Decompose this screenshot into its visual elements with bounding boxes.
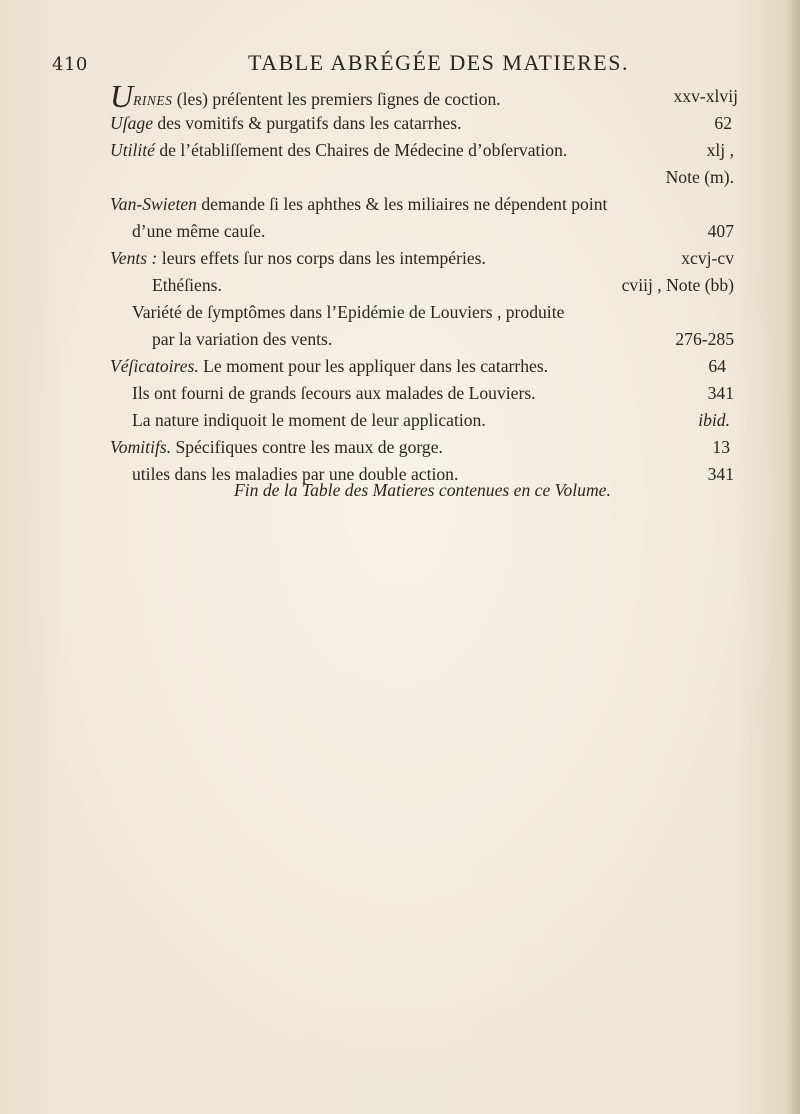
entry-reference: 62	[714, 113, 732, 133]
entry-text: d’une même cauſe.	[132, 221, 266, 241]
index-subentry-etesiens	[152, 273, 734, 297]
entry-keyword: Utilité	[110, 140, 155, 160]
entry-reference: Note (m).	[665, 167, 734, 187]
index-subentry-secours	[132, 381, 734, 405]
entry-text: Variété de ſymptômes dans l’Epidémie de Louviers , produite	[132, 302, 565, 322]
entry-keyword: Vents :	[110, 248, 158, 268]
entry-keyword: Véſicatoires.	[110, 356, 199, 376]
colophon: Fin de la Table des Matieres contenues en ce Volume.	[234, 480, 611, 500]
entry-keyword: Uſage	[110, 113, 153, 133]
index-entry-vomitifs	[110, 435, 730, 459]
index-entry-utilite	[110, 138, 734, 162]
index-entry-vesicatoires	[110, 354, 726, 378]
page-edge-shadow	[786, 0, 800, 1114]
index-entry-vents	[110, 246, 734, 270]
index-entry-continuation	[152, 327, 734, 351]
entry-text: (les) préſentent les premiers ſignes de coction.	[172, 89, 501, 109]
entry-reference: 64	[708, 356, 726, 376]
entry-reference: 407	[707, 221, 734, 241]
entry-reference: xlj ,	[706, 140, 734, 160]
entry-reference: ibid.	[698, 410, 730, 430]
entry-text: de l’établiſſement des Chaires de Médecine d’obſervation.	[154, 140, 568, 160]
entry-text: Spécifiques contre les maux de gorge.	[171, 437, 443, 457]
entry-text: par la variation des vents.	[152, 329, 333, 349]
entry-reference: 341	[707, 464, 734, 484]
entry-keyword: Van-Swieten	[110, 194, 197, 214]
index-entry-note-m	[110, 165, 734, 189]
entry-text: Ethéſiens.	[152, 275, 222, 295]
index-subentry-variete	[132, 300, 734, 324]
index-entry-continuation	[132, 219, 734, 243]
entry-reference: xxv-xlvij	[673, 86, 738, 106]
running-title: TABLE ABRÉGÉE DES MATIERES.	[248, 50, 629, 75]
entry-text: La nature indiquoit le moment de leur application.	[132, 410, 486, 430]
entry-keyword: RINES	[133, 93, 173, 108]
page-number: 410	[52, 54, 88, 75]
entry-keyword: Vomitifs.	[110, 437, 172, 457]
entry-text: leurs effets ſur nos corps dans les intempéries.	[157, 248, 486, 268]
entry-text: des vomitifs & purgatifs dans les catarrhes.	[153, 113, 462, 133]
index-entry-urines	[110, 78, 738, 114]
index-subentry-nature	[132, 408, 730, 432]
entry-reference: cviij , Note (bb)	[621, 275, 734, 295]
entry-reference: xcvj-cv	[681, 248, 734, 268]
drop-initial: U	[110, 78, 134, 114]
index-entry-van-swieten	[110, 192, 734, 216]
entry-reference: 13	[712, 437, 730, 457]
entry-text: demande ſi les aphthes & les miliaires ne dépendent point	[196, 194, 608, 214]
entry-reference: 341	[707, 383, 734, 403]
index-entry-usage	[110, 111, 732, 135]
entry-text: Le moment pour les appliquer dans les catarrhes.	[198, 356, 549, 376]
entry-text: utiles dans les maladies par une double action.	[132, 464, 459, 484]
entry-text: Ils ont fourni de grands ſecours aux malades de Louviers.	[132, 383, 536, 403]
entry-reference: 276-285	[675, 329, 734, 349]
